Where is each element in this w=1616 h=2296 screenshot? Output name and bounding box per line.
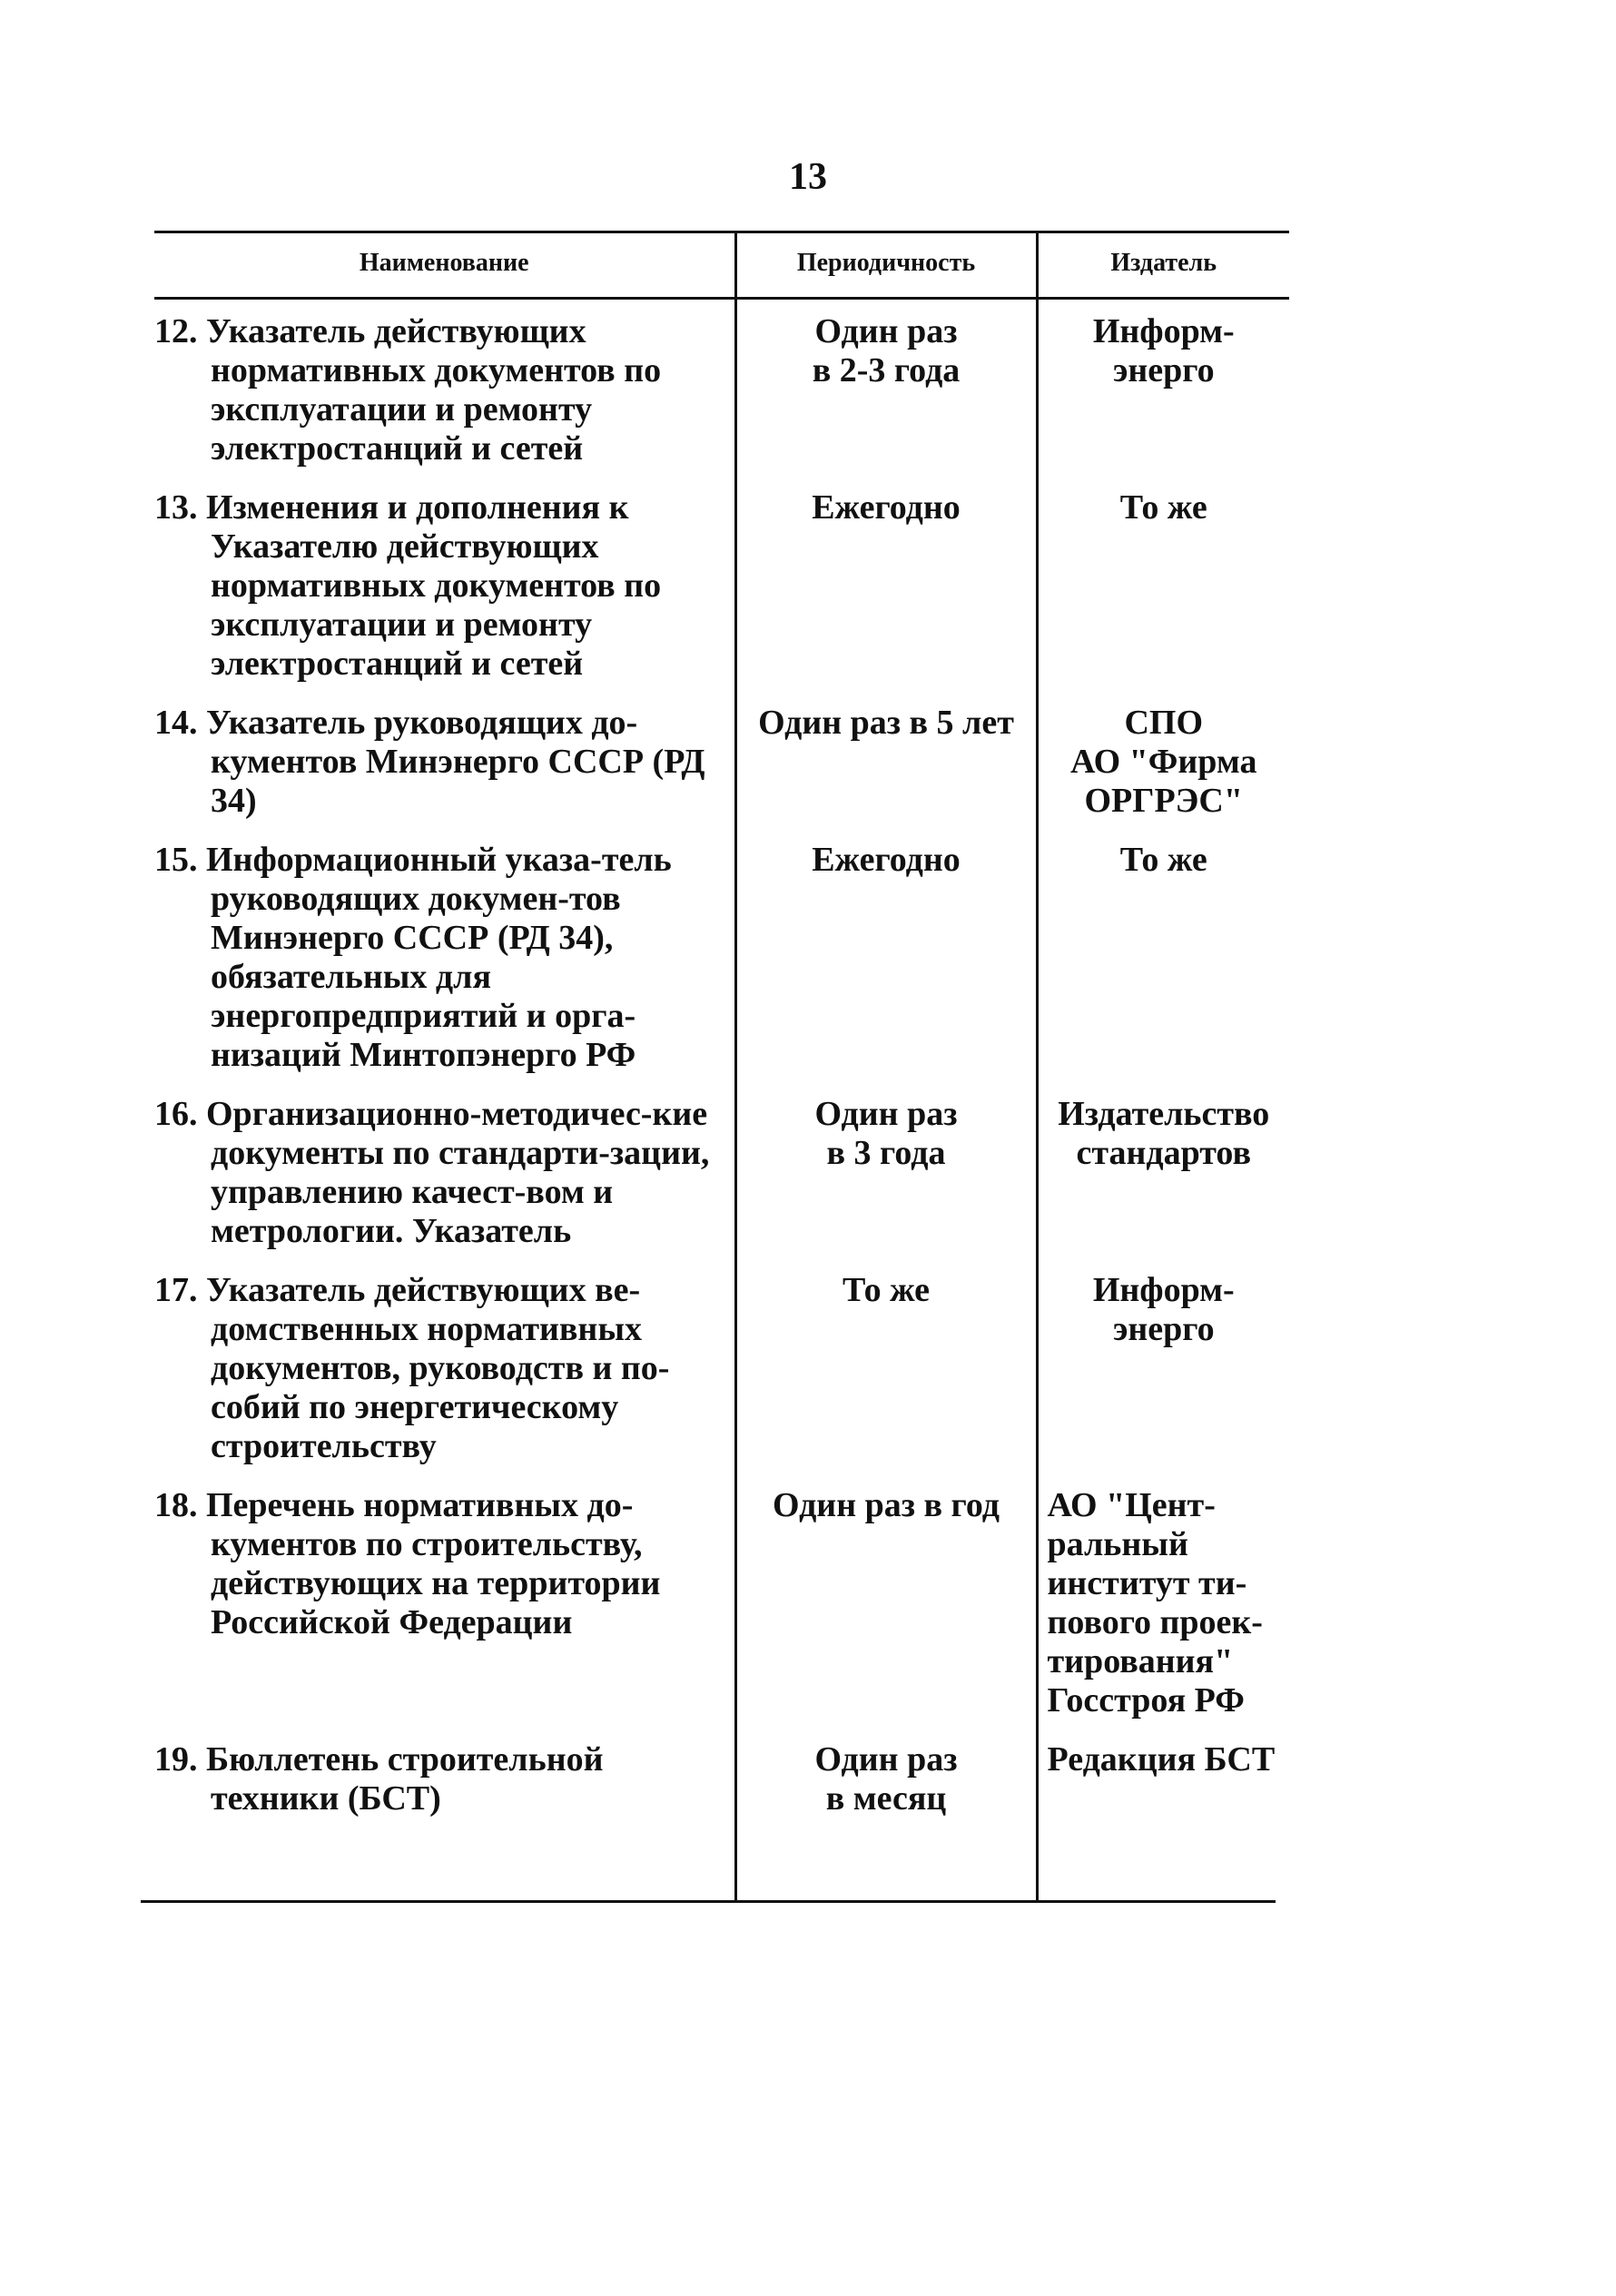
row-period-text: Один раз в месяц: [814, 1740, 958, 1818]
periodicals-table: [154, 231, 1289, 1900]
row-name-cell: [154, 833, 735, 1088]
row-period-cell: [735, 1264, 1037, 1479]
row-publisher-cell: [1037, 481, 1289, 696]
row-publisher-cell: [1037, 299, 1289, 482]
row-period-cell: [735, 696, 1037, 833]
row-name-cell: [154, 299, 735, 482]
row-publisher-cell: [1037, 1479, 1289, 1733]
row-name-text: 16. Организационно-методичес-кие документы по стандарти-зации, управлению качест-вом и метрологии. Указатель: [154, 1095, 710, 1250]
row-name-cell: [154, 1479, 735, 1733]
row-publisher-text: Издательство стандартов: [1058, 1095, 1270, 1172]
row-publisher-text: АО "Цент- ральный институт ти- пового проек- тирования" Госстроя РФ: [1047, 1486, 1263, 1720]
table-row: [154, 1088, 1289, 1264]
row-name-text: 14. Указатель руководящих до-кументов Минэнерго СССР (РД 34): [154, 704, 705, 820]
row-publisher-text: СПО АО "Фирма ОРГРЭС": [1070, 704, 1257, 820]
row-period-text: То же: [842, 1271, 931, 1309]
table-row: [154, 1479, 1289, 1733]
table-row: [154, 1264, 1289, 1479]
row-publisher-cell: [1037, 696, 1289, 833]
table-header-row: [154, 232, 1289, 299]
row-name-cell: [154, 1264, 735, 1479]
row-name-text: 18. Перечень нормативных до-кументов по строительству, действующих на территории Российской Федерации: [154, 1486, 661, 1641]
table-row: [154, 299, 1289, 482]
table-spacer-row: [154, 1818, 1289, 1900]
row-period-cell: [735, 1733, 1037, 1818]
row-period-text: Один раз в 3 года: [814, 1095, 958, 1172]
row-period-cell: [735, 1088, 1037, 1264]
row-name-cell: [154, 1088, 735, 1264]
spacer-cell: [154, 1818, 735, 1900]
table-row: [154, 696, 1289, 833]
row-period-cell: [735, 299, 1037, 482]
spacer-cell: [735, 1818, 1037, 1900]
row-publisher-cell: [1037, 1264, 1289, 1479]
row-name-text: 19. Бюллетень строительной техники (БСТ): [154, 1740, 604, 1818]
table-bottom-rule: [141, 1900, 1276, 1903]
table-row: [154, 481, 1289, 696]
row-publisher-cell: [1037, 833, 1289, 1088]
row-publisher-text: То же: [1119, 488, 1207, 527]
row-period-text: Ежегодно: [812, 841, 961, 879]
periodicals-table-wrapper: [154, 231, 1289, 1903]
row-period-cell: [735, 833, 1037, 1088]
table-row: [154, 833, 1289, 1088]
row-period-cell: [735, 481, 1037, 696]
row-publisher-text: Информ- энерго: [1092, 312, 1235, 389]
row-name-cell: [154, 696, 735, 833]
column-header-period: Периодичность: [735, 232, 1037, 299]
table-row: [154, 1733, 1289, 1818]
row-name-cell: [154, 481, 735, 696]
row-name-text: 13. Изменения и дополнения к Указателю действующих нормативных документов по эксплуатации и ремонту электростанций и сетей: [154, 488, 662, 683]
row-period-text: Один раз в 2-3 года: [812, 312, 961, 389]
row-publisher-text: Информ- энерго: [1092, 1271, 1235, 1348]
row-publisher-cell: [1037, 1088, 1289, 1264]
row-name-text: 15. Информационный указа-тель руководящих докумен-тов Минэнерго СССР (РД 34), обязательных для энергопредприятий и орга-низаций Минтопэнерго РФ: [154, 841, 672, 1074]
row-period-cell: [735, 1479, 1037, 1733]
column-header-publisher: Издатель: [1037, 232, 1289, 299]
row-publisher-text: Редакция БСТ: [1047, 1740, 1276, 1779]
spacer-cell: [1037, 1818, 1289, 1900]
row-name-text: 17. Указатель действующих ве-домственных нормативных документов, руководств и по-собий по энергетическому строительству: [154, 1271, 670, 1465]
row-period-text: Ежегодно: [812, 488, 961, 527]
table-body: [154, 299, 1289, 1901]
row-name-text: 12. Указатель действующих нормативных документов по эксплуатации и ремонту электростанций и сетей: [154, 312, 662, 468]
row-period-text: Один раз в год: [773, 1486, 1000, 1524]
row-period-text: Один раз в 5 лет: [758, 704, 1014, 742]
row-publisher-cell: [1037, 1733, 1289, 1818]
column-header-name: Наименование: [154, 232, 735, 299]
row-name-cell: [154, 1733, 735, 1818]
row-publisher-text: То же: [1119, 841, 1207, 879]
page-number: 13: [789, 156, 827, 198]
table-header: [154, 232, 1289, 299]
